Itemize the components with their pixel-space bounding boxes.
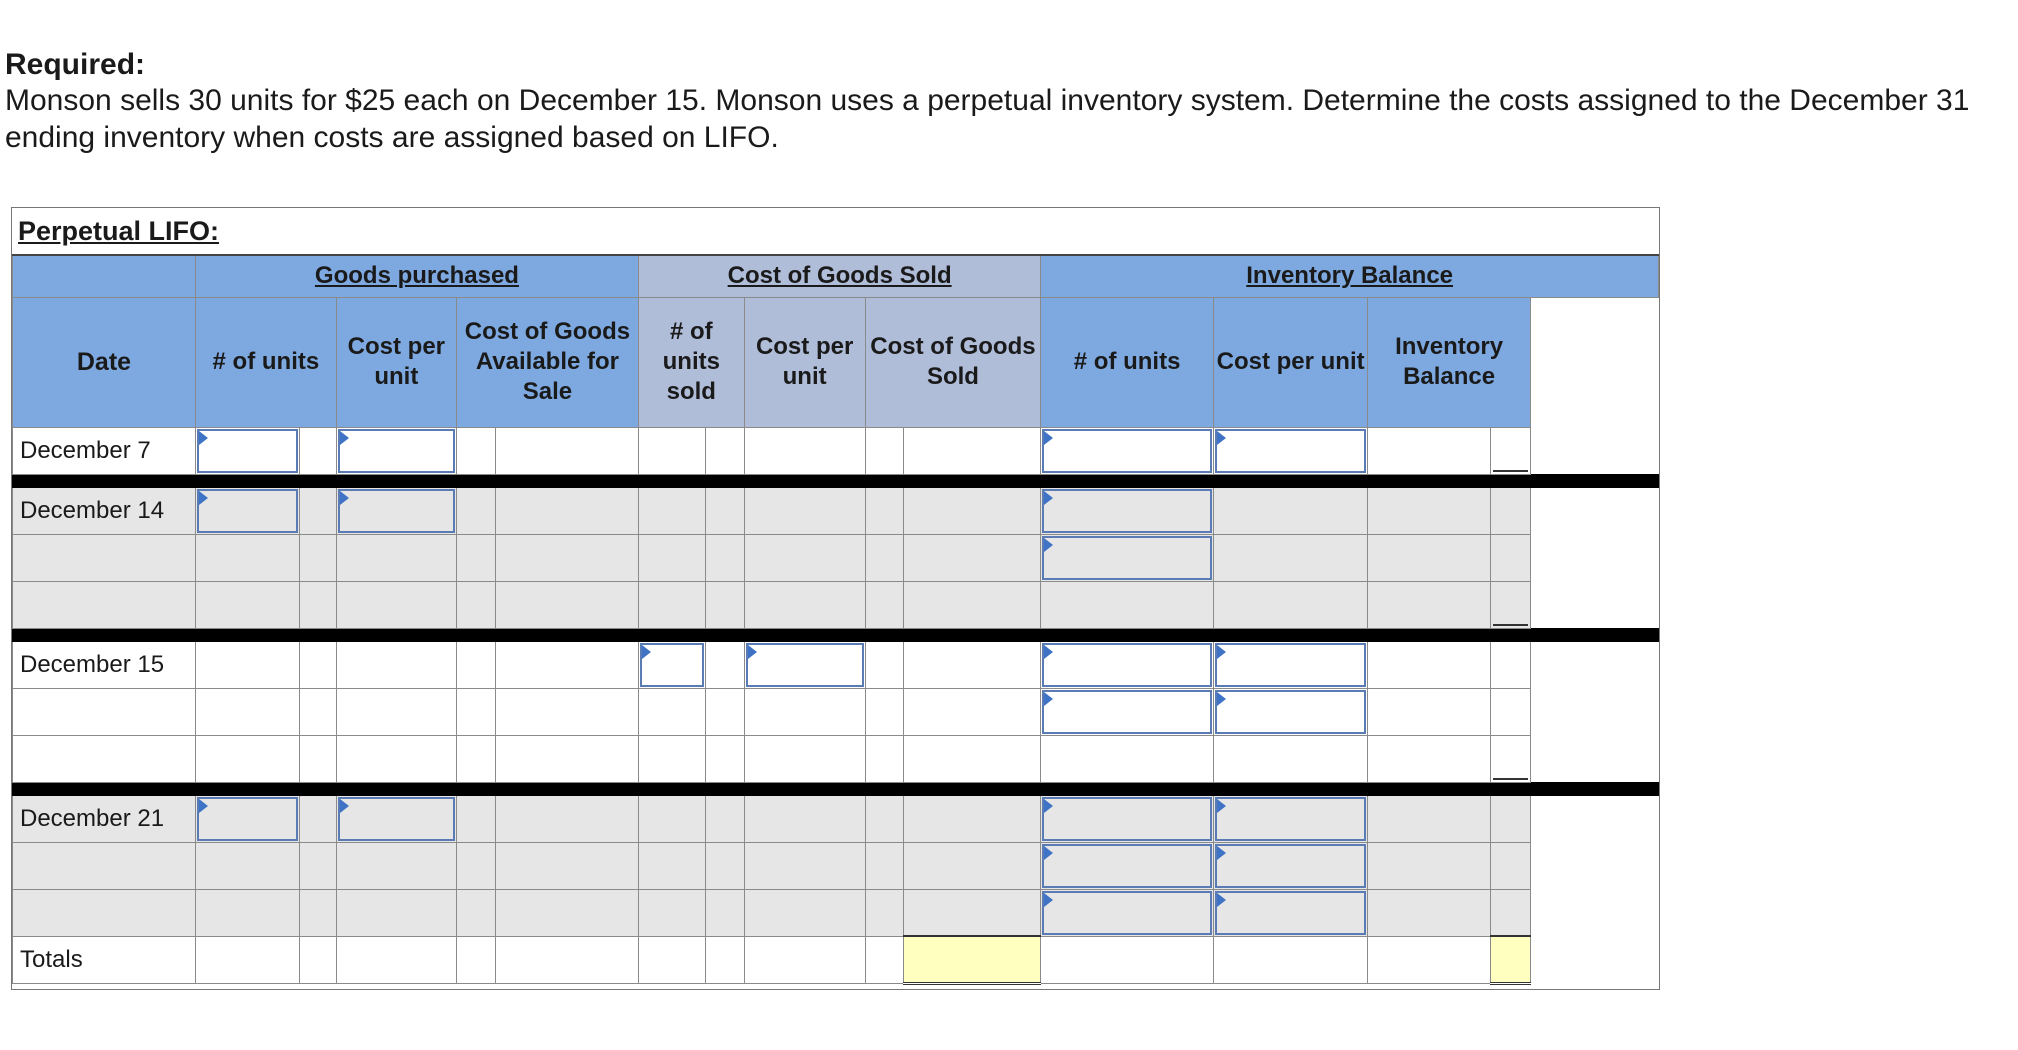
- dec7-ib-units-input[interactable]: [1042, 429, 1212, 473]
- dec15-ib-units-input-1[interactable]: [1042, 643, 1212, 687]
- question-text: Monson sells 30 units for $25 each on December 15. Monson uses a perpetual inventory system. Determine the costs assigned to the December 31 ending inventory when costs are assigned based on LIFO.: [5, 84, 1970, 154]
- dec7-ib-units-cell: [1041, 427, 1214, 474]
- dec15-ib-units-input-2[interactable]: [1042, 690, 1212, 734]
- dec15-cogs-units-input[interactable]: [640, 643, 704, 687]
- dec21-gp-units-input[interactable]: [197, 797, 298, 841]
- perpetual-lifo-worksheet: [11, 207, 1660, 990]
- dec21-ib-units-input-1[interactable]: [1042, 797, 1212, 841]
- dec15-ib-balance-total[interactable]: [1491, 735, 1530, 782]
- dec7-ib-cost-cell: [1213, 427, 1367, 474]
- dec7-gp-units-input[interactable]: [197, 429, 298, 473]
- col-cogs-units-sold: # of units sold: [638, 297, 744, 427]
- dec21-gp-cost-input[interactable]: [338, 797, 455, 841]
- dec21-ib-balance-3[interactable]: [1491, 889, 1530, 936]
- dec15-ib-balance-2[interactable]: [1491, 688, 1530, 735]
- dec7-ib-balance-cell[interactable]: [1491, 427, 1530, 474]
- col-ib-balance: Inventory Balance: [1368, 297, 1531, 427]
- worksheet-title: Perpetual LIFO:: [18, 216, 220, 246]
- dec14-gp-cost-input[interactable]: [338, 489, 455, 533]
- group-cost-of-goods-sold: Cost of Goods Sold: [638, 255, 1040, 297]
- group-header-blank: [13, 255, 196, 297]
- col-gp-cost-per-unit: Cost per unit: [336, 297, 456, 427]
- dec7-gp-cost-input[interactable]: [338, 429, 455, 473]
- total-inventory-balance-cell[interactable]: [1491, 936, 1530, 983]
- col-cogs-total: Cost of Goods Sold: [865, 297, 1041, 427]
- row-label-dec21: December 21: [13, 795, 196, 842]
- col-cogs-cost-per-unit: Cost per unit: [744, 297, 865, 427]
- col-date: Date: [13, 297, 196, 427]
- col-gp-units: # of units: [195, 297, 336, 427]
- row-label-dec14: December 14: [13, 487, 196, 534]
- dec7-gp-cost-cell: [336, 427, 456, 474]
- dec21-ib-cost-input-1[interactable]: [1215, 797, 1366, 841]
- col-ib-units: # of units: [1041, 297, 1214, 427]
- dec21-ib-balance-2[interactable]: [1491, 842, 1530, 889]
- row-label-totals: Totals: [13, 936, 196, 983]
- col-ib-cost-per-unit: Cost per unit: [1213, 297, 1367, 427]
- dec14-ib-balance-2[interactable]: [1491, 534, 1530, 581]
- dec14-ib-units-input-1[interactable]: [1042, 489, 1212, 533]
- row-label-dec7: December 7: [13, 427, 196, 474]
- dec14-gp-units-input[interactable]: [197, 489, 298, 533]
- lifo-table: [12, 254, 1659, 985]
- dec21-ib-units-input-3[interactable]: [1042, 891, 1212, 935]
- row-label-dec15: December 15: [13, 641, 196, 688]
- total-cogs-cell[interactable]: [903, 936, 1041, 983]
- dec15-cogs-cost-input[interactable]: [746, 643, 864, 687]
- dec15-ib-cost-input-2[interactable]: [1215, 690, 1366, 734]
- dec14-ib-balance-total[interactable]: [1491, 581, 1530, 628]
- dec7-gp-units-cell: [195, 427, 299, 474]
- dec21-ib-units-input-2[interactable]: [1042, 844, 1212, 888]
- dec21-ib-cost-input-3[interactable]: [1215, 891, 1366, 935]
- col-gp-cogas: Cost of Goods Available for Sale: [456, 297, 638, 427]
- dec14-ib-units-input-2[interactable]: [1042, 536, 1212, 580]
- required-heading: Required:: [5, 48, 146, 81]
- dec21-ib-balance-1[interactable]: [1491, 795, 1530, 842]
- group-inventory-balance: Inventory Balance: [1041, 255, 1659, 297]
- group-goods-purchased: Goods purchased: [195, 255, 638, 297]
- dec7-ib-cost-input[interactable]: [1215, 429, 1366, 473]
- dec21-ib-cost-input-2[interactable]: [1215, 844, 1366, 888]
- dec15-ib-balance-1[interactable]: [1491, 641, 1530, 688]
- dec14-ib-balance-1[interactable]: [1491, 487, 1530, 534]
- dec15-ib-cost-input-1[interactable]: [1215, 643, 1366, 687]
